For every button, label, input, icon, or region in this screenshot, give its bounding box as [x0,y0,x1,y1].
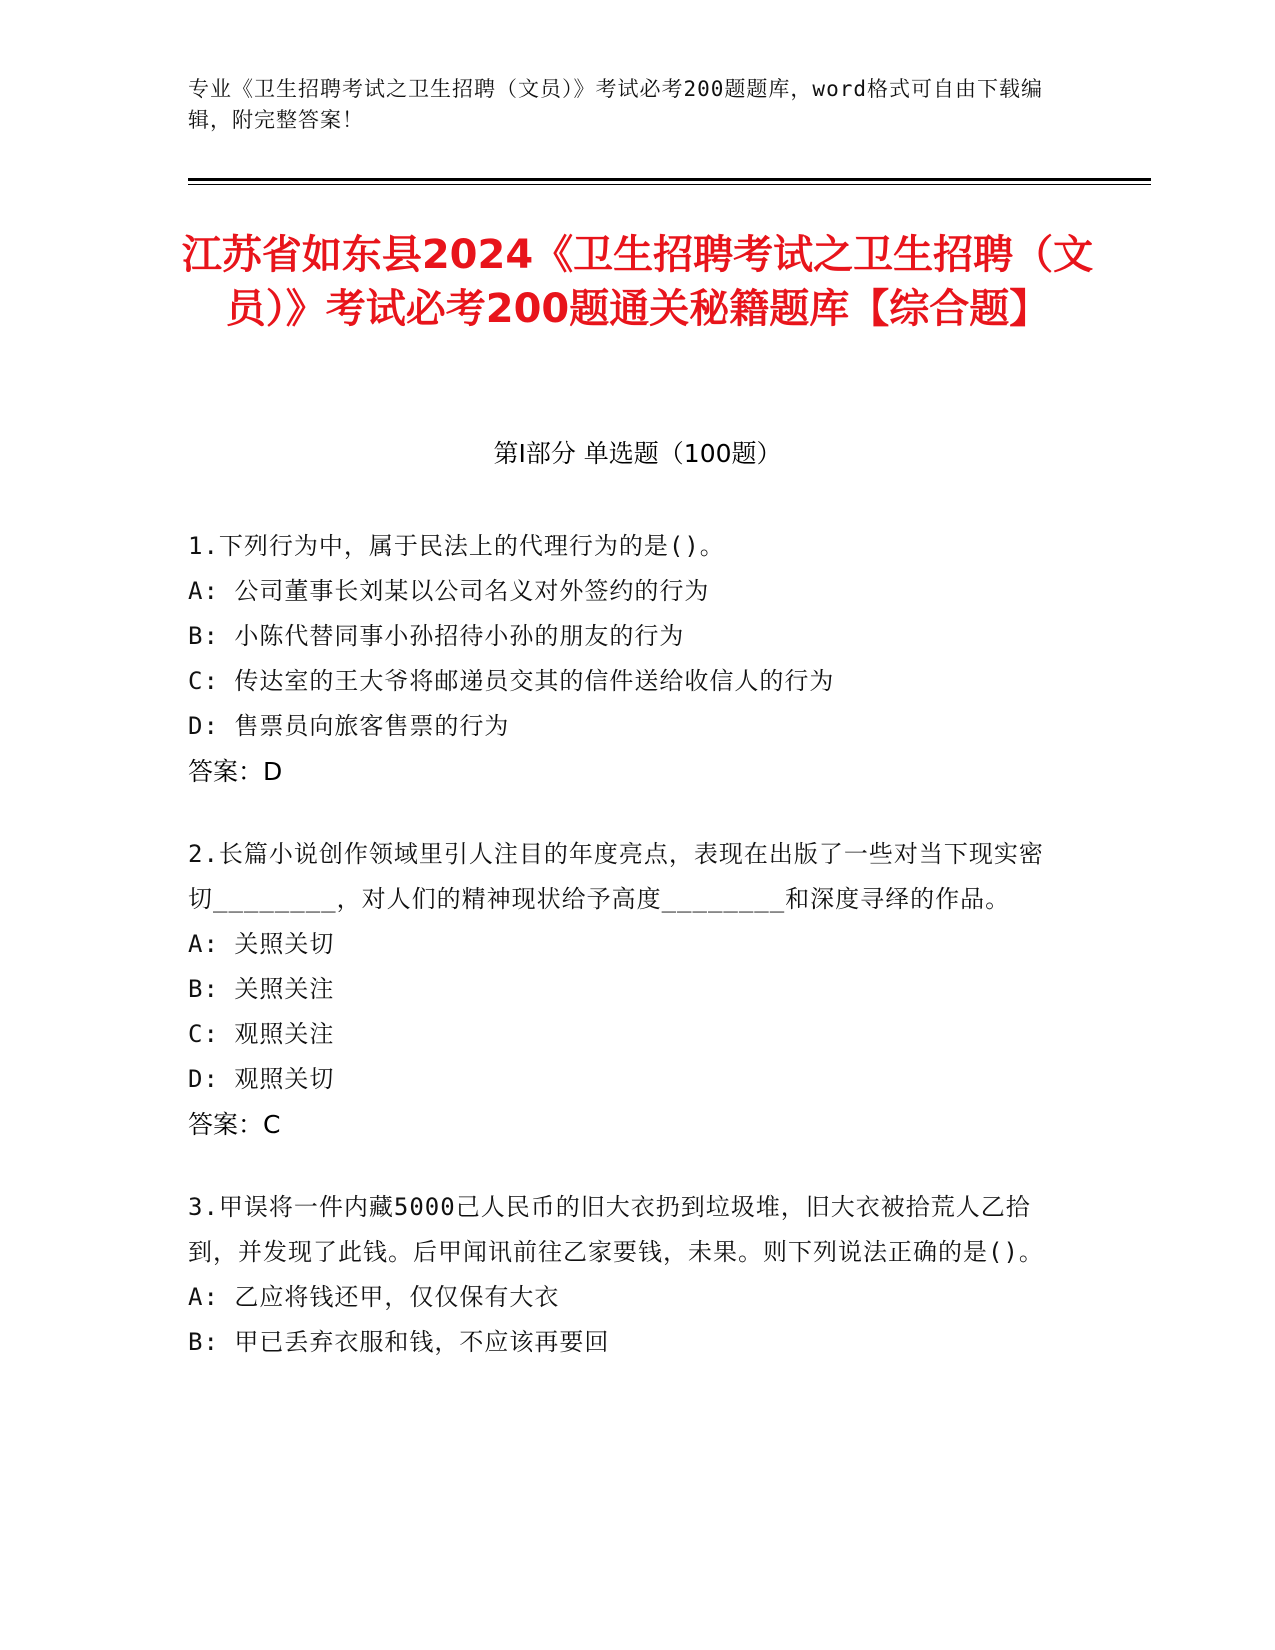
option-a: A: 乙应将钱还甲，仅仅保有大衣 [188,1283,560,1311]
option-d: D: 售票员向旅客售票的行为 [188,712,510,740]
option-b: B: 小陈代替同事小孙招待小孙的朋友的行为 [188,622,685,650]
document-title: 江苏省如东县2024《卫生招聘考试之卫生招聘（文员）》考试必考200题通关秘籍题库【综合题】 [181,232,1094,332]
option-c: C: 传达室的王大爷将邮递员交其的信件送给收信人的行为 [188,667,835,695]
header-divider-thick [188,178,1151,181]
option-c: C: 观照关注 [188,1020,335,1048]
question-text: 2.长篇小说创作领域里引人注目的年度亮点，表现在出版了一些对当下现实密切________，对人们的精神现状给予高度________和深度寻绎的作品。 [188,840,1044,913]
question-list [188,524,1068,1403]
question-3 [188,1185,1068,1365]
option-b: B: 甲已丢弃衣服和钱，不应该再要回 [188,1328,610,1356]
section-heading: 第Ⅰ部分 单选题（100题） [493,439,782,468]
option-a: A: 关照关切 [188,930,335,958]
question-2 [188,832,1068,1147]
header-note: 专业《卫生招聘考试之卫生招聘（文员）》考试必考200题题库，word格式可自由下载编辑，附完整答案！ [188,77,1043,132]
header-divider-thin [188,184,1151,185]
option-b: B: 关照关注 [188,975,335,1003]
question-text: 1.下列行为中，属于民法上的代理行为的是()。 [188,532,725,560]
answer: 答案：C [188,1110,281,1139]
answer: 答案：D [188,757,283,786]
question-1 [188,524,1068,794]
option-d: D: 观照关切 [188,1065,335,1093]
option-a: A: 公司董事长刘某以公司名义对外签约的行为 [188,577,710,605]
question-text: 3.甲误将一件内藏5000己人民币的旧大衣扔到垃圾堆，旧大衣被拾荒人乙拾到，并发现了此钱。后甲闻讯前往乙家要钱，未果。则下列说法正确的是()。 [188,1193,1044,1266]
